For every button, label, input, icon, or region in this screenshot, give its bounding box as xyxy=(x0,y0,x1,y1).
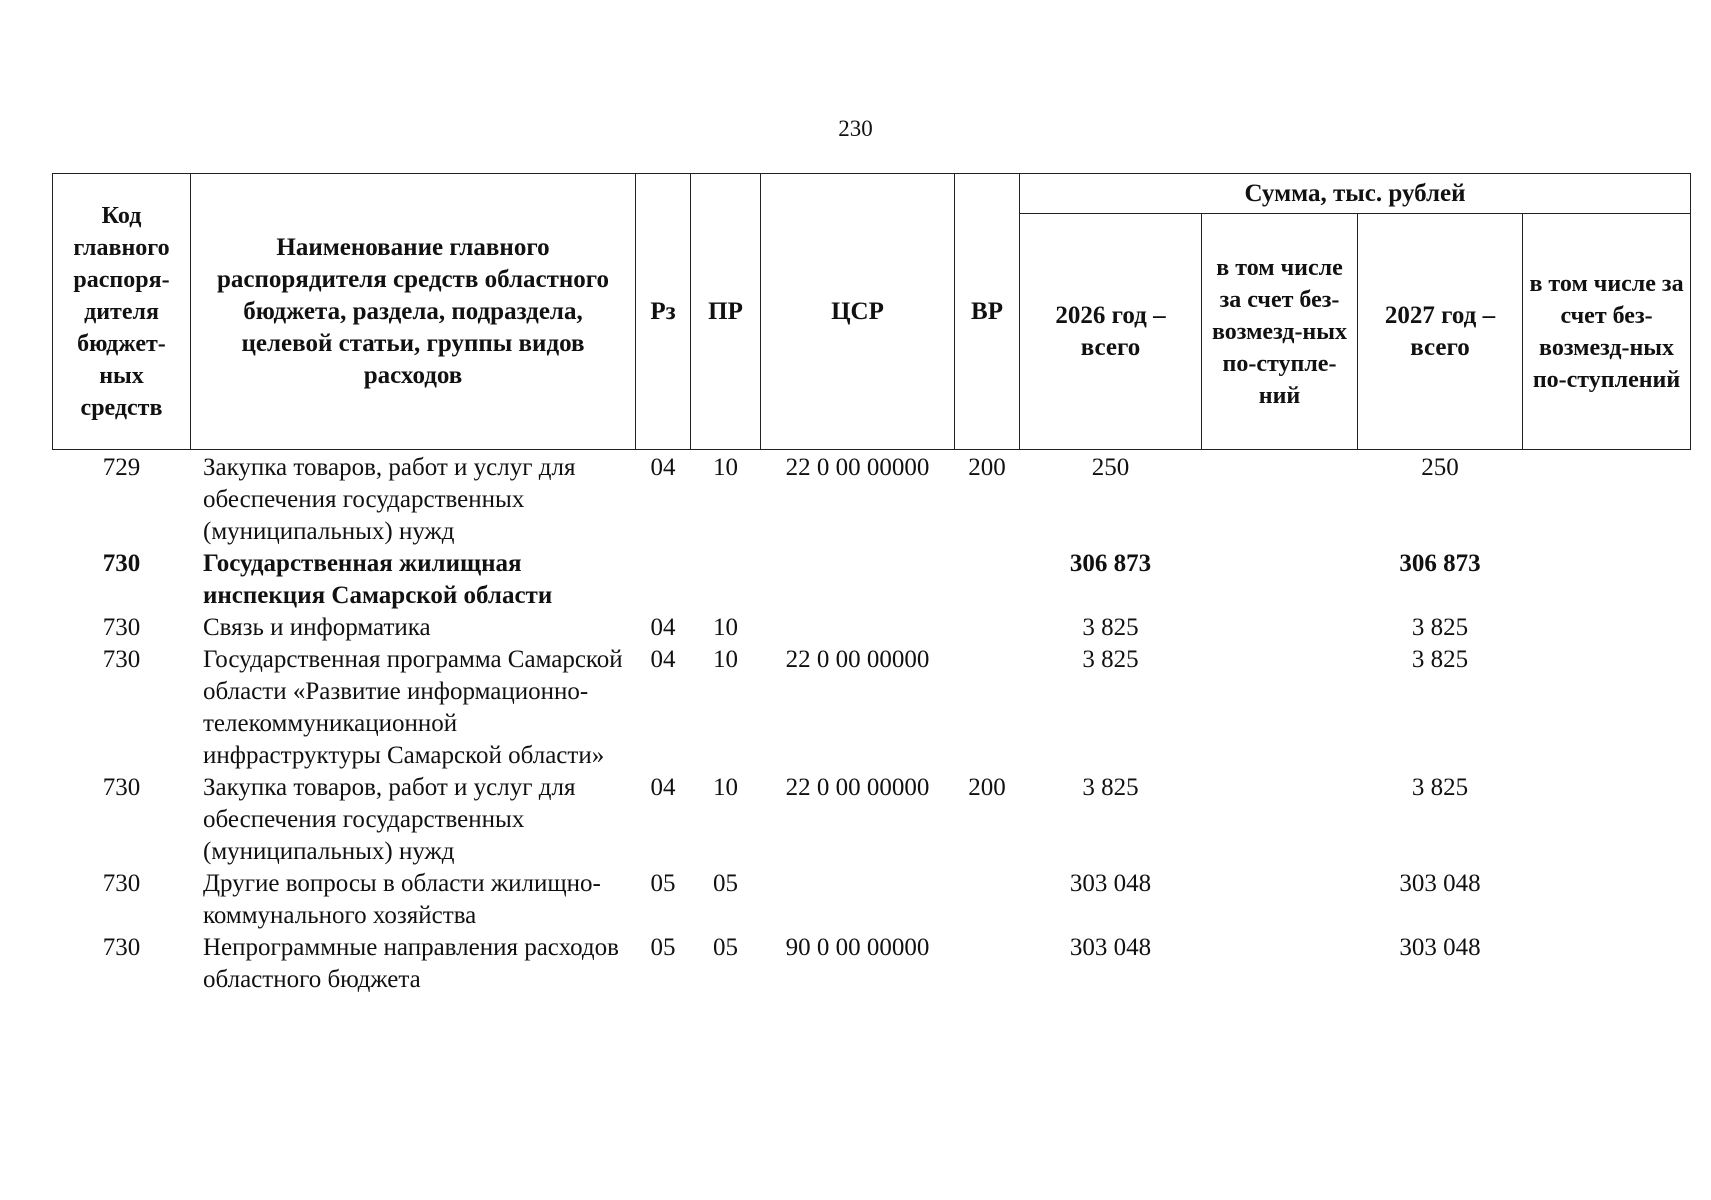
cell-2027-free xyxy=(1523,932,1691,996)
cell-name: Другие вопросы в области жилищно-коммунального хозяйства xyxy=(203,870,601,929)
cell-vr: 200 xyxy=(968,454,1006,481)
cell-2026-total: 306 873 xyxy=(1069,550,1152,577)
cell-vr xyxy=(955,644,1020,772)
cell-vr xyxy=(955,612,1020,644)
cell-code: 730 xyxy=(102,870,141,897)
cell-code: 730 xyxy=(102,934,141,961)
header-name: Наименование главного распорядителя средств областного бюджета, раздела, подраздела, целевой статьи, группы видов расходов xyxy=(191,174,636,450)
cell-2026-free xyxy=(1202,612,1358,644)
table-row xyxy=(53,772,1691,868)
table-row xyxy=(53,612,1691,644)
cell-2027-free xyxy=(1523,548,1691,612)
cell-2027-total: 306 873 xyxy=(1399,550,1481,577)
cell-name: Государственная программа Самарской области «Развитие информационно-телекоммуникационной инфраструктуры Самарской области» xyxy=(203,646,623,769)
cell-rz: 05 xyxy=(650,934,676,961)
cell-2027-total: 303 048 xyxy=(1399,870,1481,897)
cell-2027-total: 250 xyxy=(1421,454,1459,481)
header-sum-group: Сумма, тыс. рублей xyxy=(1020,174,1691,214)
cell-csr: 22 0 00 00000 xyxy=(785,774,930,801)
cell-pr xyxy=(691,548,761,612)
table-row xyxy=(53,868,1691,932)
table-row xyxy=(53,644,1691,772)
cell-2027-total: 3 825 xyxy=(1411,774,1469,801)
cell-2026-total: 250 xyxy=(1091,454,1130,481)
header-rz: Рз xyxy=(636,174,691,450)
cell-csr xyxy=(761,548,955,612)
cell-pr: 05 xyxy=(713,870,738,897)
cell-2027-total: 3 825 xyxy=(1411,614,1469,641)
cell-2026-free xyxy=(1202,644,1358,772)
cell-rz: 04 xyxy=(650,614,676,641)
cell-rz: 05 xyxy=(650,870,676,897)
cell-name: Непрограммные направления расходов областного бюджета xyxy=(203,934,619,993)
budget-table xyxy=(52,173,1691,996)
cell-code: 730 xyxy=(102,646,141,673)
cell-2027-total: 3 825 xyxy=(1411,646,1469,673)
header-code: Код главного распоря-дителя бюджет-ных средств xyxy=(53,174,191,450)
table-header xyxy=(53,174,1691,450)
header-2026-total: 2026 год – всего xyxy=(1020,214,1202,450)
cell-name: Государственная жилищная инспекция Самарской области xyxy=(203,550,553,609)
cell-2026-total: 3 825 xyxy=(1082,646,1139,673)
cell-pr: 10 xyxy=(713,454,738,481)
table-row xyxy=(53,450,1691,549)
table-body xyxy=(53,450,1691,997)
cell-2027-free xyxy=(1523,772,1691,868)
cell-rz xyxy=(636,548,691,612)
cell-code: 730 xyxy=(102,774,141,801)
table-row xyxy=(53,548,1691,612)
cell-vr xyxy=(955,932,1020,996)
cell-pr: 10 xyxy=(713,646,738,673)
table-row xyxy=(53,932,1691,996)
cell-vr xyxy=(955,868,1020,932)
cell-csr xyxy=(761,868,955,932)
header-2027-free: в том числе за счет без-возмезд-ных по-ступлений xyxy=(1523,214,1691,450)
cell-2027-free xyxy=(1523,612,1691,644)
page-number: 230 xyxy=(838,116,873,141)
cell-2027-total: 303 048 xyxy=(1399,934,1481,961)
cell-2026-total: 3 825 xyxy=(1082,614,1139,641)
cell-csr: 22 0 00 00000 xyxy=(785,454,930,481)
header-vr: ВР xyxy=(955,174,1020,450)
cell-vr xyxy=(955,548,1020,612)
cell-csr: 22 0 00 00000 xyxy=(785,646,930,673)
cell-pr: 10 xyxy=(713,614,738,641)
cell-pr: 05 xyxy=(713,934,738,961)
cell-name: Закупка товаров, работ и услуг для обеспечения государственных (муниципальных) нужд xyxy=(203,454,576,545)
cell-2026-free xyxy=(1202,772,1358,868)
cell-rz: 04 xyxy=(650,454,676,481)
cell-name: Закупка товаров, работ и услуг для обеспечения государственных (муниципальных) нужд xyxy=(203,774,576,865)
cell-code: 730 xyxy=(102,550,141,577)
cell-pr: 10 xyxy=(713,774,738,801)
cell-2026-total: 3 825 xyxy=(1082,774,1139,801)
cell-name: Связь и информатика xyxy=(203,614,431,641)
cell-2026-free xyxy=(1202,548,1358,612)
cell-rz: 04 xyxy=(650,774,676,801)
cell-2027-free xyxy=(1523,868,1691,932)
cell-2026-free xyxy=(1202,868,1358,932)
cell-2026-free xyxy=(1202,450,1358,549)
header-2026-free: в том числе за счет без-возмезд-ных по-ступле-ний xyxy=(1202,214,1358,450)
cell-2026-free xyxy=(1202,932,1358,996)
cell-csr xyxy=(761,612,955,644)
cell-code: 730 xyxy=(102,614,141,641)
cell-vr: 200 xyxy=(968,774,1006,801)
cell-2027-free xyxy=(1523,644,1691,772)
cell-code: 729 xyxy=(102,454,141,481)
cell-rz: 04 xyxy=(650,646,676,673)
cell-2026-total: 303 048 xyxy=(1069,934,1152,961)
header-csr: ЦСР xyxy=(761,174,955,450)
header-2027-total: 2027 год – всего xyxy=(1358,214,1523,450)
cell-2027-free xyxy=(1523,450,1691,549)
cell-2026-total: 303 048 xyxy=(1069,870,1152,897)
header-pr: ПР xyxy=(691,174,761,450)
cell-csr: 90 0 00 00000 xyxy=(785,934,930,961)
